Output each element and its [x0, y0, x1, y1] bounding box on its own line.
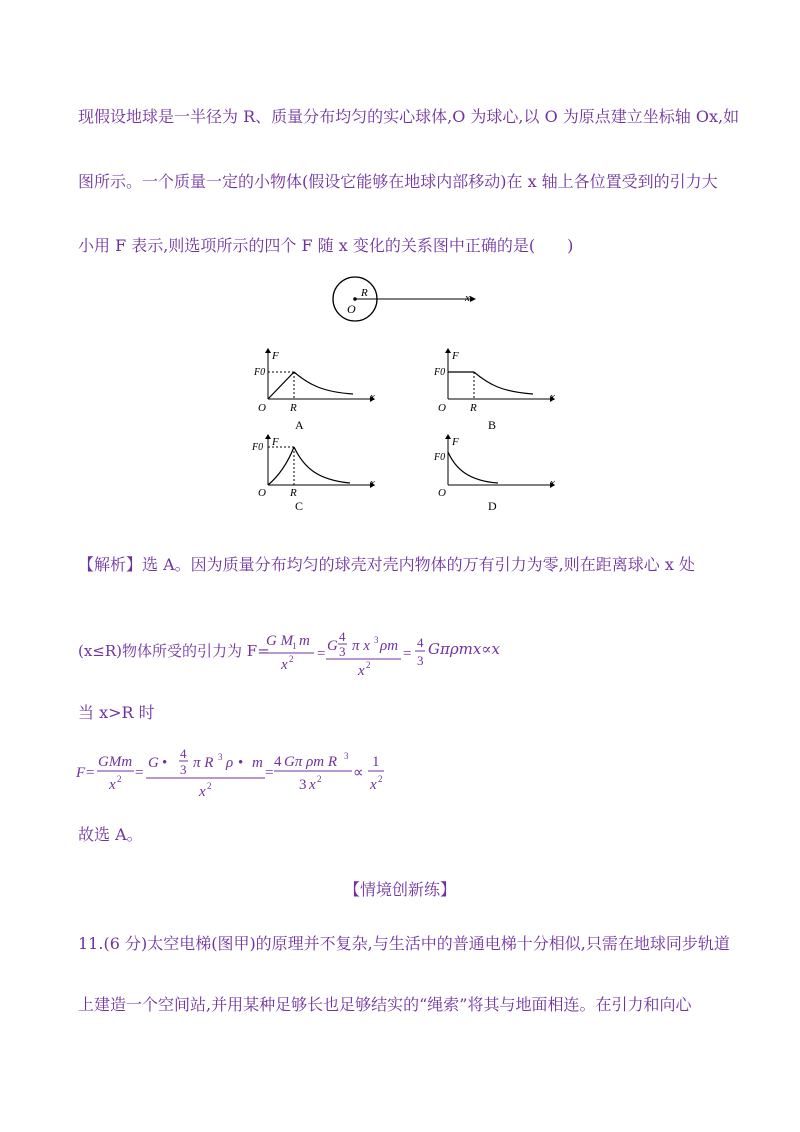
svg-text:4: 4 — [339, 629, 346, 644]
svg-text:Gπ ρm R: Gπ ρm R — [284, 754, 338, 770]
svg-text:R: R — [290, 487, 297, 499]
svg-text:F: F — [272, 436, 279, 448]
svg-text:x: x — [109, 777, 116, 793]
question-line-2: 图所示。一个质量一定的小物体(假设它能够在地球内部移动)在 x 轴上各位置受到的引力大 — [78, 172, 718, 191]
svg-text:R: R — [290, 402, 297, 414]
svg-text:ρ: ρ — [226, 755, 234, 771]
formula-outside — [76, 747, 406, 803]
svg-text:∝: ∝ — [353, 765, 364, 781]
svg-text:3: 3 — [344, 751, 349, 761]
option-b-label: B — [488, 418, 497, 432]
svg-text:2: 2 — [289, 654, 294, 664]
svg-text:O: O — [258, 487, 266, 499]
svg-text:=: = — [317, 646, 326, 662]
svg-text:x: x — [370, 391, 375, 403]
svg-text:O: O — [438, 402, 446, 414]
graph-b — [430, 345, 560, 435]
svg-text:x: x — [550, 477, 555, 489]
svg-text:4: 4 — [417, 635, 424, 650]
svg-text:G M: G M — [266, 633, 294, 649]
svg-text:F0: F0 — [254, 367, 266, 378]
svg-text:F: F — [452, 436, 459, 448]
svg-text:π R: π R — [193, 755, 214, 771]
conclusion-line: 故选 A。 — [78, 825, 143, 844]
svg-text:2: 2 — [117, 774, 122, 784]
svg-text:2: 2 — [207, 781, 212, 791]
svg-text:F0: F0 — [434, 367, 446, 378]
svg-text:F: F — [272, 350, 279, 362]
globe-center-label: O — [347, 302, 356, 316]
svg-text:x: x — [199, 784, 206, 800]
option-a-label: A — [295, 418, 304, 432]
q11-line-1: 11.(6 分)太空电梯(图甲)的原理并不复杂,与生活中的普通电梯十分相似,只需在地球同步轨道 — [78, 934, 730, 953]
svg-text:x: x — [281, 657, 288, 673]
graph-c — [250, 430, 380, 520]
svg-text:2: 2 — [317, 774, 322, 784]
graph-a — [250, 345, 380, 435]
question-line-3: 小用 F 表示,则选项所示的四个 F 随 x 变化的关系图中正确的是( ) — [78, 236, 574, 255]
svg-text:2: 2 — [366, 660, 371, 670]
svg-text:•: • — [162, 755, 168, 771]
svg-text:=: = — [265, 765, 274, 781]
svg-text:=: = — [403, 646, 412, 662]
svg-text:4: 4 — [274, 754, 282, 770]
svg-text:2: 2 — [378, 774, 383, 784]
globe-radius-label: R — [361, 287, 368, 299]
formula-inside: (x≤R)物体所受的引力为 F= G M 1 m x 2 = G 4 3 π x 3 ρm x 2 = 4 3 Gπρmx∝x — [78, 629, 500, 679]
svg-text:3: 3 — [180, 762, 187, 777]
svg-text:O: O — [258, 402, 266, 414]
svg-text:O: O — [438, 487, 446, 499]
svg-text:F0: F0 — [434, 452, 446, 463]
globe-axis-label: x — [465, 292, 470, 304]
svg-text:3: 3 — [218, 752, 223, 762]
svg-text:3: 3 — [417, 653, 424, 668]
globe-figure — [320, 270, 490, 330]
svg-text:F: F — [76, 765, 86, 781]
question-line-1: 现假设地球是一半径为 R、质量分布均匀的实心球体,O 为球心,以 O 为原点建立坐标轴 Ox,如 — [78, 107, 740, 126]
svg-text:1: 1 — [372, 754, 380, 770]
svg-text:m: m — [252, 755, 263, 771]
svg-text:π x: π x — [352, 638, 370, 654]
svg-text:1: 1 — [292, 641, 297, 651]
svg-text:=: = — [135, 765, 144, 781]
svg-text:F0: F0 — [252, 442, 264, 453]
analysis-line-1: 【解析】选 A。因为质量分布均匀的球壳对壳内物体的万有引力为零,则在距离球心 x 处 — [78, 555, 695, 574]
option-c-label: C — [295, 499, 304, 513]
graph-d — [430, 430, 560, 520]
section-title: 【情境创新练】 — [343, 880, 456, 899]
svg-text:G: G — [148, 755, 159, 771]
svg-text:3: 3 — [339, 644, 346, 659]
svg-text:GMm: GMm — [98, 754, 133, 770]
svg-text:3: 3 — [374, 635, 379, 645]
svg-text:R: R — [470, 402, 477, 414]
svg-text:•: • — [238, 755, 244, 771]
svg-text:m: m — [299, 633, 310, 649]
svg-text:ρm: ρm — [380, 638, 399, 654]
svg-text:3: 3 — [299, 777, 307, 793]
svg-text:x: x — [550, 391, 555, 403]
svg-text:x: x — [370, 477, 375, 489]
q11-line-2: 上建造一个空间站,并用某种足够长也足够结实的“绳索”将其与地面相连。在引力和向心 — [78, 995, 692, 1014]
svg-text:4: 4 — [180, 747, 187, 761]
svg-text:=: = — [86, 765, 95, 781]
svg-text:x: x — [370, 777, 377, 793]
svg-text:x: x — [309, 777, 316, 793]
analysis-when-line: 当 x>R 时 — [78, 703, 155, 722]
svg-text:G: G — [327, 638, 338, 654]
option-d-label: D — [488, 499, 497, 513]
svg-text:F: F — [452, 350, 459, 362]
svg-text:x: x — [358, 663, 365, 679]
